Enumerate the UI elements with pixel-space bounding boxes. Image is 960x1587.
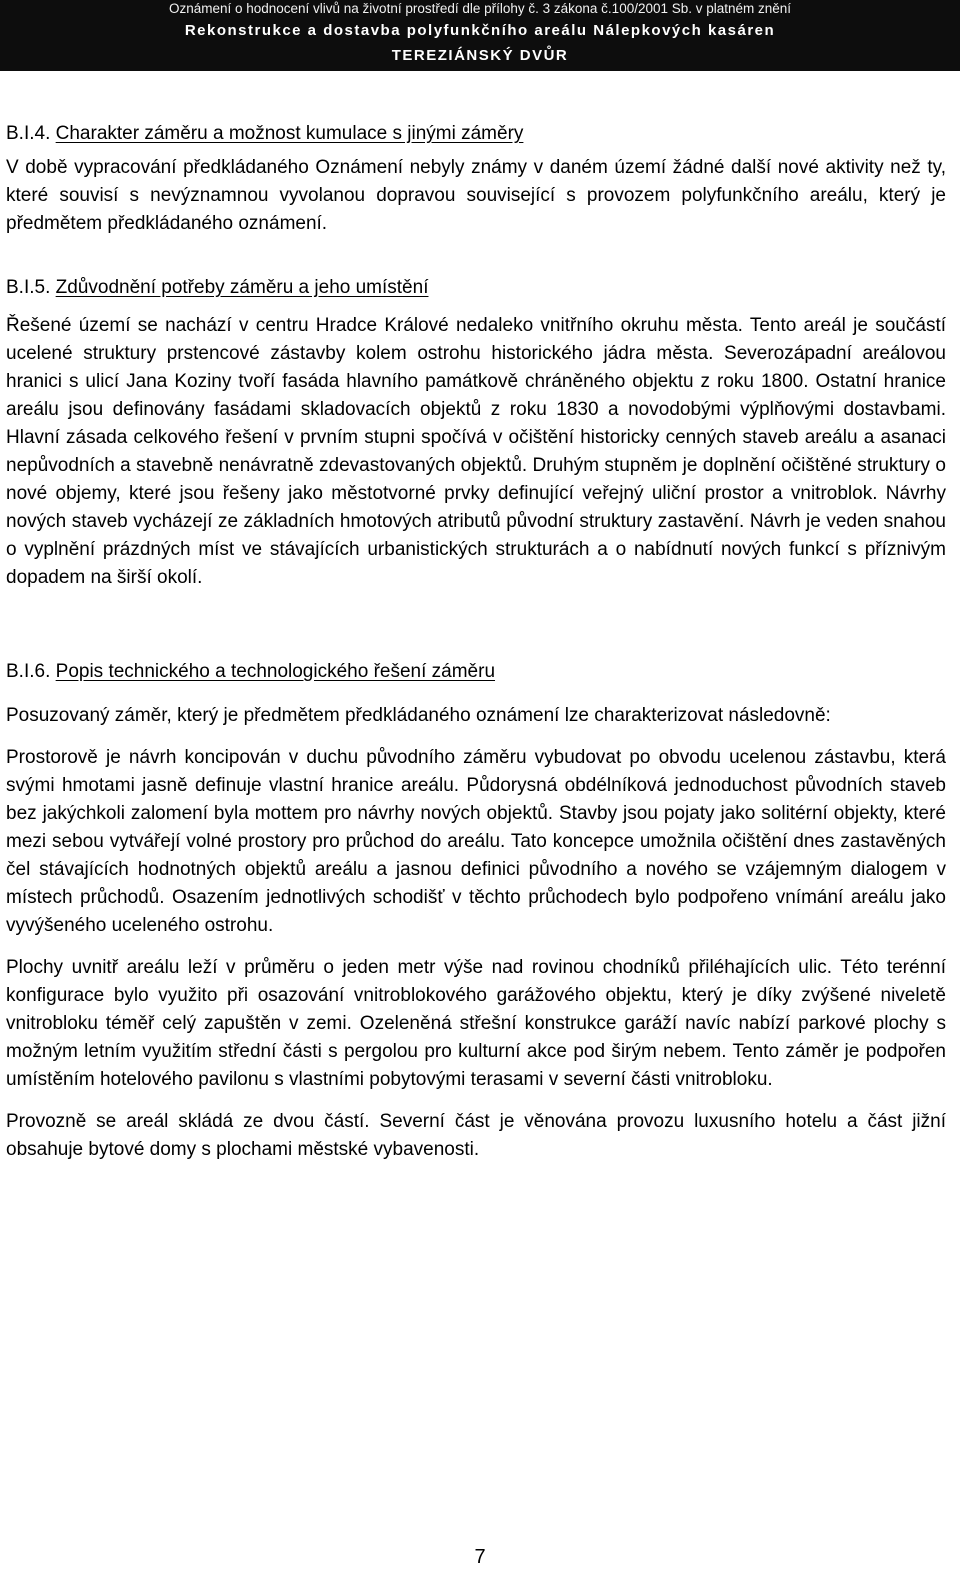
paragraph: Řešené území se nachází v centru Hradce Králové nedaleko vnitřního okruhu města. Tento areál je součástí ucelené struktury prstencové zástavby kolem ostrohu historického jádra města. Severozápadní areálovou hranici s ulicí Jana Koziny tvoří fasáda hlavního památkově chráněného objektu z roku 1800. Ostatní hranice areálu jsou definovány fasádami skladovacích objektů z roku 1830 a novodobými výplňovými dostavbami. Hlavní zásada celkového řešení v prvním stupni spočívá v očištění historicky cenných staveb areálu a asanaci nepůvodních a stavebně nenávratně zdevastovaných objektů. Druhým stupněm je doplnění očištěné struktury o nové objemy, které jsou řešeny jako městotvorné prvky definující veřejný uliční prostor a vnitroblok. Návrhy nových staveb vycházejí ze základních hmotových atributů původní struktury zastavění. Návrh je veden snahou o vyplnění prázdných míst ve stávajících urbanistických strukturách a o nabídnutí nových funkcí s příznivým dopadem na širší okolí. [6,315,946,588]
section-title: Charakter záměru a možnost kumulace s jinými záměry [55,123,524,144]
section-number: B.I.5. [6,277,51,298]
paragraph: Plochy uvnitř areálu leží v průměru o jeden metr výše nad rovinou chodníků přiléhajících ulic. Této terénní konfigurace bylo využito při osazování vnitroblokového garážového objektu, který je díky zvýšené niveletě vnitrobloku téměř celý zapuštěn v zemi. Ozeleněná střešní konstrukce garáží navíc nabízí parkové plochy s možným letním využitím střední části s pergolou pro kulturní akce pod širým nebem. Tento záměr je podpořen umístěním hotelového pavilonu s vlastními pobytovými terasami v severní části vnitrobloku. [6,957,946,1090]
section-title: Zdůvodnění potřeby záměru a jeho umístění [55,277,429,298]
section-title: Popis technického a technologického řešení záměru [55,661,496,682]
page-number: 7 [474,1546,486,1568]
document-body [6,120,946,1164]
header-project-name: TEREZIÁNSKÝ DVŮR [0,43,960,71]
paragraph: Provozně se areál skládá ze dvou částí. Severní část je věnována provozu luxusního hotelu a část jižní obsahuje bytové domy s plochami městské vybavenosti. [6,1111,946,1160]
section-number: B.I.6. [6,661,51,682]
section-heading-b-i-5 [6,274,946,302]
header-project-title: Rekonstrukce a dostavba polyfunkčního areálu Nálepkových kasáren [0,18,960,43]
paragraph: V době vypracování předkládaného Oznámení nebyly známy v daném území žádné další nové aktivity než ty, které souvisí s nevýznamnou vyvolanou dopravou související s provozem polyfunkčního areálu, který je předmětem předkládaného oznámení. [6,157,946,234]
page-header [0,0,960,71]
section-heading-b-i-4 [6,120,946,148]
paragraph: Posuzovaný záměr, který je předmětem předkládaného oznámení lze charakterizovat následovně: [6,705,831,726]
section-heading-b-i-6 [6,658,946,686]
header-document-type: Oznámení o hodnocení vlivů na životní prostředí dle přílohy č. 3 zákona č.100/2001 Sb. v platném znění [0,0,960,18]
paragraph: Prostorově je návrh koncipován v duchu původního záměru vybudovat po obvodu ucelenou zástavbu, která svými hmotami jasně definuje vlastní hranice areálu. Půdorysná obdélníková jednoduchost původních staveb bez jakýchkoli zalomení byla mottem pro návrhy nových objektů. Stavby jsou pojaty jako solitérní objekty, které mezi sebou vytvářejí volné prostory pro průchod do areálu. Tato koncepce umožnila očištění dnes zastavěných čel stávajících hodnotných objektů areálu a jasnou definici původního a nového se vzájemným dialogem v místech průchodů. Osazením jednotlivých schodišť v těchto průchodech bylo podpořeno vnímání areálu jako vyvýšeného uceleného ostrohu. [6,747,946,936]
section-number: B.I.4. [6,123,51,144]
